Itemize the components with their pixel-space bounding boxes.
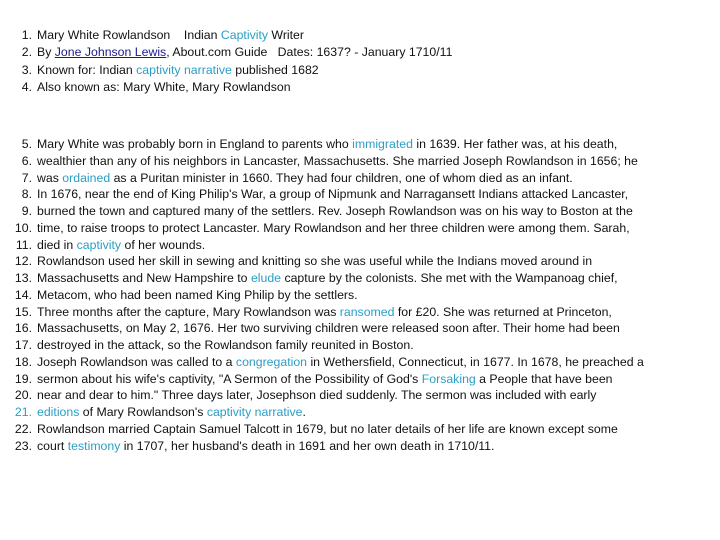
text-segment: in 1707, her husband's death in 1691 and her own death in 1710/11.	[120, 438, 495, 453]
keyword-link[interactable]: ordained	[62, 170, 111, 185]
text-segment: died in	[37, 237, 77, 252]
text-segment: published 1682	[231, 62, 319, 77]
line-number: 5.	[21, 137, 32, 151]
line-number: 17.	[14, 338, 32, 352]
line-text	[37, 354, 644, 371]
text-segment: as a Puritan minister in 1660. They had four children, one of whom died as an infant.	[110, 170, 573, 185]
line-text	[37, 270, 618, 287]
line-text	[37, 421, 618, 438]
text-segment: a People that have been	[475, 371, 613, 386]
line-text	[37, 438, 494, 455]
line-number: 14.	[14, 287, 32, 302]
text-segment: Metacom, who had been named King Philip by the settlers.	[37, 287, 358, 302]
text-segment: sermon about his wife's captivity, "A Sermon of the Possibility of God's	[37, 371, 422, 386]
text-segment: time, to raise troops to protect Lancaster. Mary Rowlandson and her three children were among them. Sarah,	[37, 220, 630, 235]
keyword-link[interactable]: congregation	[235, 354, 308, 369]
text-segment: in Wethersfield, Connecticut, in 1677. In 1678, he preached a	[307, 354, 644, 369]
line-text	[37, 170, 573, 187]
line-number: 7.	[21, 170, 32, 185]
line-text	[37, 220, 630, 237]
keyword-link[interactable]: Forsaking	[421, 371, 476, 386]
text-segment: burned the town and captured many of the settlers. Rev. Joseph Rowlandson was on his way to Boston at the	[37, 204, 633, 218]
line-number: 3.	[21, 62, 32, 77]
line-number: 8.	[21, 187, 32, 202]
line-text	[37, 153, 638, 170]
keyword-link[interactable]: editions	[37, 405, 80, 419]
text-segment: was	[37, 170, 63, 185]
line-text	[37, 337, 414, 354]
line-text	[37, 287, 358, 304]
text-segment: Rowlandson used her skill in sewing and knitting so she was useful while the Indians moved around in	[37, 254, 593, 269]
line-text	[37, 404, 306, 421]
keyword-link[interactable]: captivity narrative	[206, 405, 303, 419]
line-number: 9.	[21, 204, 32, 218]
text-segment: Writer	[268, 28, 304, 42]
keyword-link[interactable]: ransomed	[339, 304, 395, 319]
text-segment: of Mary Rowlandson's	[79, 405, 207, 419]
text-segment: Known for: Indian	[37, 62, 137, 77]
line-text	[37, 387, 596, 404]
line-number: 19.	[14, 371, 32, 386]
line-text	[37, 253, 592, 270]
line-number: 2.	[21, 45, 32, 60]
line-number: 15.	[14, 304, 32, 319]
text-segment: in 1639. Her father was, at his death,	[412, 137, 618, 151]
line-number: 20.	[14, 388, 32, 403]
text-segment: of her wounds.	[121, 237, 206, 252]
text-segment: near and dear to him." Three days later, Josephson died suddenly. The sermon was included with early	[37, 388, 597, 403]
line-text	[37, 79, 291, 96]
line-number: 16.	[14, 321, 32, 336]
line-text	[37, 203, 633, 220]
text-segment: court	[37, 438, 68, 453]
line-number: 6.	[21, 153, 32, 168]
line-text	[37, 136, 617, 153]
line-text	[37, 27, 304, 44]
keyword-link[interactable]: Captivity	[220, 28, 269, 42]
text-segment: Mary White was probably born in England to parents who	[37, 137, 353, 151]
line-text	[37, 44, 452, 61]
text-segment: Three months after the capture, Mary Rowlandson was	[37, 304, 340, 319]
text-segment: destroyed in the attack, so the Rowlandson family reunited in Boston.	[37, 338, 414, 352]
text-segment: Massachusetts and New Hampshire to	[37, 271, 251, 285]
text-segment: Rowlandson married Captain Samuel Talcott in 1679, but no later details of her life are known except some	[37, 421, 618, 436]
line-number: 23.	[14, 438, 32, 453]
author-link[interactable]: Jone Johnson Lewis	[54, 45, 167, 60]
keyword-link[interactable]: testimony	[67, 438, 121, 453]
text-segment: Also known as: Mary White, Mary Rowlandson	[37, 79, 291, 94]
line-number: 21.	[14, 405, 32, 419]
line-text	[37, 62, 319, 79]
line-text	[37, 304, 612, 321]
line-number: 22.	[14, 421, 32, 436]
line-text	[37, 237, 205, 254]
text-segment: .	[302, 405, 306, 419]
text-segment: for £20. She was returned at Princeton,	[394, 304, 612, 319]
line-text	[37, 371, 613, 388]
line-number: 10.	[14, 220, 32, 235]
line-number: 12.	[14, 254, 32, 269]
text-segment: By	[37, 45, 55, 60]
text-segment: Mary White Rowlandson Indian	[37, 28, 221, 42]
keyword-link[interactable]: captivity narrative	[136, 62, 232, 77]
keyword-link[interactable]: captivity	[76, 237, 122, 252]
text-segment: wealthier than any of his neighbors in Lancaster, Massachusetts. She married Joseph Rowlandson in 1656; he	[37, 153, 638, 168]
text-segment: Joseph Rowlandson was called to a	[37, 354, 236, 369]
text-segment: capture by the colonists. She met with the Wampanoag chief,	[281, 271, 618, 285]
line-text	[37, 320, 620, 337]
text-segment: , About.com Guide Dates: 1637? - January 1710/11	[166, 45, 453, 60]
keyword-link[interactable]: immigrated	[352, 137, 413, 151]
text-segment: In 1676, near the end of King Philip's War, a group of Nipmunk and Narragansett Indians attacked Lancaster,	[37, 187, 629, 202]
line-number: 18.	[14, 354, 32, 369]
line-number: 11.	[15, 237, 32, 252]
line-number: 4.	[21, 79, 32, 94]
line-text	[37, 186, 628, 203]
line-number: 13.	[14, 271, 32, 285]
line-number: 1.	[21, 28, 32, 42]
keyword-link[interactable]: elude	[250, 271, 282, 285]
text-segment: Massachusetts, on May 2, 1676. Her two surviving children were released soon after. Their home had been	[37, 321, 620, 336]
